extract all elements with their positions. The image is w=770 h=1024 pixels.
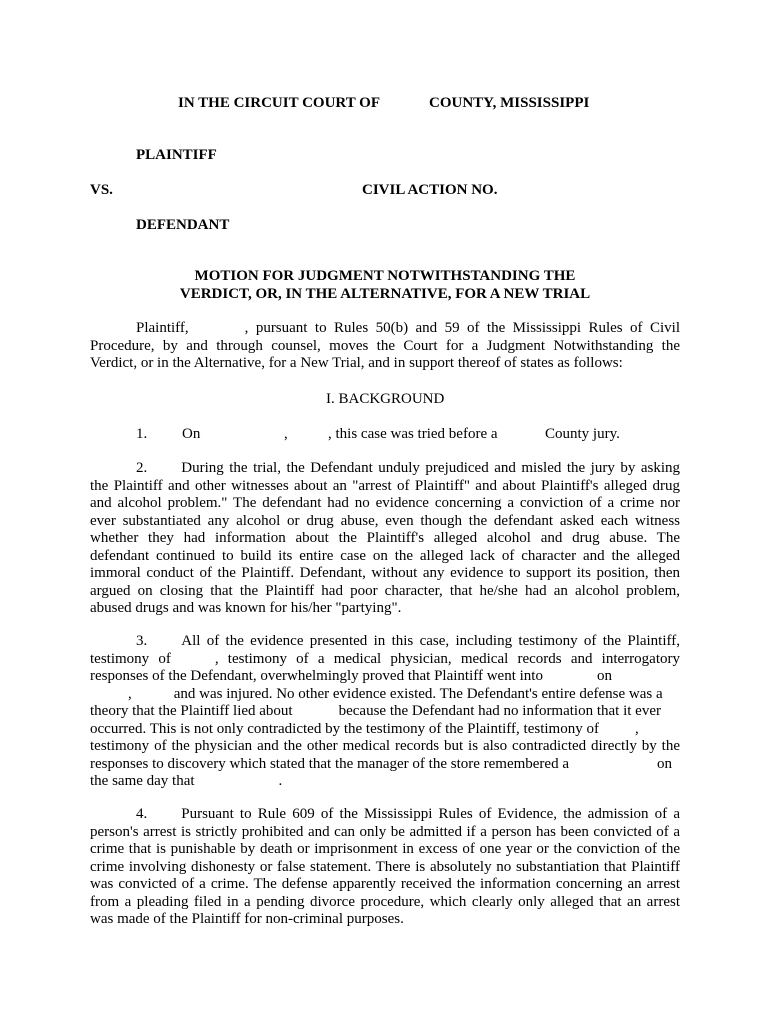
p2-line-1: 2. During the trial, the Defendant unduly prejudiced and misled the jury by asking (136, 460, 680, 476)
p2-line-6: defendant continued to build its entire case on the alleged lack of character and the alleged (90, 547, 680, 564)
intro-paragraph (90, 320, 680, 373)
intro-line-2: Procedure, by and through counsel, moves the Court for a Judgment Notwithstanding the (90, 337, 680, 354)
p3-line-6: occurred. This is not only contradicted by the testimony of the Plaintiff, testimony of , (90, 720, 639, 737)
p3-line-9: the same day that . (90, 773, 283, 789)
p4-line-4: crime involving dishonesty or false statement. There is absolutely no substantiation that Plaintiff (90, 858, 680, 875)
paragraph-3 (90, 633, 680, 791)
civil-action-label: CIVIL ACTION NO. (362, 182, 498, 198)
p2-line-3: and alcohol problem." The defendant had no evidence concerning a conviction of a crime nor (90, 495, 680, 511)
p1-text: , this case was tried before a (328, 426, 498, 442)
p4-line-1: 4. Pursuant to Rule 609 of the Mississippi Rules of Evidence, the admission of a (136, 806, 680, 822)
p2-line-8: argued on closing that the Plaintiff had poor character, that he/she had an alcohol problem, (90, 582, 680, 599)
vs-label: VS. (90, 182, 113, 198)
p2-line-5: whether they had information about the Plaintiff's alleged alcohol and drug abuse. The (90, 530, 680, 546)
section-heading: I. BACKGROUND (326, 391, 445, 407)
p3-line-1: 3. All of the evidence presented in this case, including testimony of the Plaintiff, (136, 633, 680, 649)
paragraph-2 (90, 460, 680, 618)
p4-line-7: was made of the Plaintiff for non-criminal purposes. (90, 911, 404, 927)
p1-comma: , (284, 426, 288, 442)
p3-line-8: responses to discovery which stated that the manager of the store remembered a on (90, 755, 672, 772)
p3-line-3: responses of the Defendant, overwhelmingly proved that Plaintiff went into on (90, 668, 612, 684)
paragraph-number: 1. (136, 426, 148, 442)
p3-line-2: testimony of , testimony of a medical physician, medical records and interrogatory (90, 650, 680, 667)
defendant-label: DEFENDANT (136, 217, 230, 233)
p3-line-7: testimony of the physician and the other medical records but is also contradicted directly by the (90, 738, 680, 754)
intro-line-1: Plaintiff, , pursuant to Rules 50(b) and 59 of the Mississippi Rules of Civil (136, 320, 680, 336)
p4-line-2: person's arrest is strictly prohibited and can only be admitted if a person has been convicted of a (90, 823, 680, 840)
p4-line-5: was convicted of a crime. The defense apparently received the information concerning an arrest (90, 876, 680, 892)
p2-line-4: ever substantiated any alcohol or drug abuse, even though the defendant asked each witness (90, 512, 680, 529)
p2-line-9: abused drugs and was known for his/her "partying". (90, 600, 402, 616)
p1-on: On (182, 426, 201, 442)
title-line-2: VERDICT, OR, IN THE ALTERNATIVE, FOR A NEW TRIAL (179, 285, 591, 302)
intro-line-3: Verdict, or in the Alternative, for a New Trial, and in support thereof of states as follows: (90, 355, 623, 371)
p2-line-7: immoral conduct of the Plaintiff. Defendant, without any evidence to support its position, then (90, 565, 680, 581)
title-line-1: MOTION FOR JUDGMENT NOTWITHSTANDING THE (194, 268, 576, 284)
p1-county: County jury. (545, 426, 620, 442)
document-title (90, 268, 680, 303)
p2-line-2: the Plaintiff and other witnesses about an "arrest of Plaintiff" and about Plaintiff's alleged drug (90, 477, 680, 494)
p3-line-5: theory that the Plaintiff lied about because the Defendant had no information that it ever (90, 703, 661, 719)
plaintiff-label: PLAINTIFF (136, 147, 217, 163)
p4-line-3: crime that is punishable by death or imprisonment in excess of one year or the conviction of the (90, 841, 680, 857)
p3-line-4: , and was injured. No other evidence existed. The Defendant's entire defense was a (128, 685, 663, 702)
p4-line-6: from a pleading filed in a pending divorce procedure, which clearly only alleged that an arrest (90, 893, 680, 910)
court-name-left: IN THE CIRCUIT COURT OF (178, 95, 381, 111)
paragraph-4 (90, 806, 680, 929)
court-name-right: COUNTY, MISSISSIPPI (429, 95, 590, 111)
